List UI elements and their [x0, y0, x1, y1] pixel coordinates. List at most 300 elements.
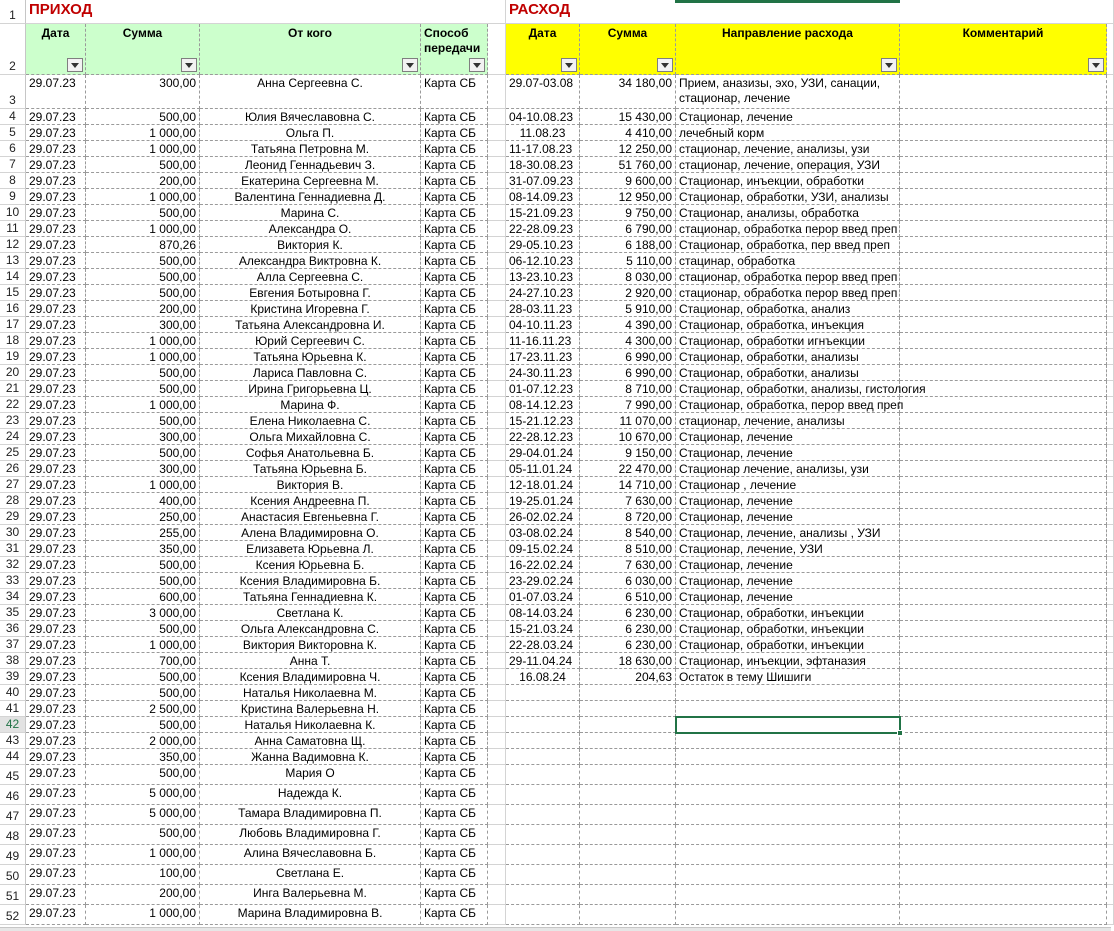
empty-cell[interactable] — [580, 685, 676, 701]
expense-cell[interactable]: стационар, лечение, анализы, узи — [676, 141, 900, 157]
income-cell[interactable]: 29.07.23 — [26, 461, 86, 477]
expense-cell[interactable] — [900, 237, 1107, 253]
row-header[interactable]: 49 — [0, 845, 26, 865]
income-cell[interactable]: Карта СБ — [421, 269, 488, 285]
row-header[interactable]: 12 — [0, 237, 26, 253]
income-cell[interactable]: Татьяна Юрьевна Б. — [200, 461, 421, 477]
expense-cell[interactable]: стацинар, обработка — [676, 253, 900, 269]
expense-cell[interactable]: 2 920,00 — [580, 285, 676, 301]
empty-cell[interactable] — [488, 381, 506, 397]
income-cell[interactable]: 500,00 — [86, 573, 200, 589]
income-cell[interactable]: Ольга Александровна С. — [200, 621, 421, 637]
empty-cell[interactable] — [506, 733, 580, 749]
expense-header-cell[interactable]: Комментарий — [900, 24, 1107, 75]
income-cell[interactable]: 500,00 — [86, 109, 200, 125]
empty-cell[interactable] — [1107, 589, 1114, 605]
expense-cell[interactable]: Стационар, обработки, УЗИ, анализы — [676, 189, 900, 205]
income-cell[interactable]: Карта СБ — [421, 733, 488, 749]
empty-cell[interactable] — [1107, 429, 1114, 445]
expense-cell[interactable]: 204,63 — [580, 669, 676, 685]
income-cell[interactable]: 700,00 — [86, 653, 200, 669]
expense-cell[interactable]: Стационар, обработка, перор введ преп — [676, 397, 900, 413]
empty-cell[interactable] — [1107, 301, 1114, 317]
income-cell[interactable]: 29.07.23 — [26, 173, 86, 189]
income-cell[interactable]: 29.07.23 — [26, 237, 86, 253]
expense-cell[interactable]: 10 670,00 — [580, 429, 676, 445]
income-cell[interactable]: Татьяна Геннадиевна К. — [200, 589, 421, 605]
income-cell[interactable]: Карта СБ — [421, 845, 488, 865]
empty-cell[interactable] — [1107, 669, 1114, 685]
income-cell[interactable]: 400,00 — [86, 493, 200, 509]
income-cell[interactable]: Карта СБ — [421, 429, 488, 445]
empty-cell[interactable] — [1107, 253, 1114, 269]
empty-cell[interactable] — [1107, 605, 1114, 621]
empty-cell[interactable] — [1107, 685, 1114, 701]
row-header[interactable]: 27 — [0, 477, 26, 493]
row-header[interactable]: 8 — [0, 173, 26, 189]
income-cell[interactable]: Карта СБ — [421, 189, 488, 205]
empty-cell[interactable] — [488, 205, 506, 221]
expense-cell[interactable]: 09-15.02.24 — [506, 541, 580, 557]
income-cell[interactable]: 29.07.23 — [26, 733, 86, 749]
expense-cell[interactable]: 04-10.08.23 — [506, 109, 580, 125]
income-cell[interactable]: Анастасия Евгеньевна Г. — [200, 509, 421, 525]
expense-cell[interactable]: Стационар, обработки, инъекции — [676, 621, 900, 637]
income-cell[interactable]: Карта СБ — [421, 685, 488, 701]
expense-cell[interactable]: 29.07-03.08 — [506, 75, 580, 109]
expense-cell[interactable]: 29-11.04.24 — [506, 653, 580, 669]
row-header[interactable]: 23 — [0, 413, 26, 429]
empty-cell[interactable] — [1107, 285, 1114, 301]
empty-cell[interactable] — [1107, 75, 1114, 109]
empty-cell[interactable] — [1107, 125, 1114, 141]
income-cell[interactable]: 29.07.23 — [26, 621, 86, 637]
expense-cell[interactable]: Стационар, лечение — [676, 109, 900, 125]
row-header[interactable]: 30 — [0, 525, 26, 541]
expense-cell[interactable]: 8 510,00 — [580, 541, 676, 557]
expense-cell[interactable] — [900, 157, 1107, 173]
expense-cell[interactable] — [900, 413, 1107, 429]
income-cell[interactable]: Алена Владимировна О. — [200, 525, 421, 541]
empty-cell[interactable] — [1107, 765, 1114, 785]
empty-cell[interactable] — [488, 109, 506, 125]
empty-cell[interactable] — [1107, 701, 1114, 717]
income-cell[interactable]: Лариса Павловна С. — [200, 365, 421, 381]
income-cell[interactable]: Карта СБ — [421, 317, 488, 333]
row-header[interactable]: 15 — [0, 285, 26, 301]
row-header[interactable]: 13 — [0, 253, 26, 269]
empty-cell[interactable] — [580, 717, 676, 733]
income-cell[interactable]: 29.07.23 — [26, 765, 86, 785]
expense-cell[interactable]: Стационар, лечение — [676, 509, 900, 525]
income-cell[interactable]: 29.07.23 — [26, 317, 86, 333]
empty-cell[interactable] — [488, 589, 506, 605]
income-cell[interactable]: 1 000,00 — [86, 333, 200, 349]
empty-cell[interactable] — [506, 825, 580, 845]
expense-cell[interactable]: Стационар, обработки, анализы — [676, 365, 900, 381]
income-cell[interactable]: Карта СБ — [421, 237, 488, 253]
expense-cell[interactable]: Стационар лечение, анализы, узи — [676, 461, 900, 477]
filter-dropdown-icon[interactable] — [469, 58, 485, 72]
expense-cell[interactable]: 16.08.24 — [506, 669, 580, 685]
expense-cell[interactable]: 08-14.09.23 — [506, 189, 580, 205]
empty-cell[interactable] — [580, 885, 676, 905]
expense-cell[interactable]: 11 070,00 — [580, 413, 676, 429]
income-cell[interactable]: Карта СБ — [421, 509, 488, 525]
empty-cell[interactable] — [506, 905, 580, 925]
empty-cell[interactable] — [1107, 397, 1114, 413]
income-cell[interactable]: Анна Сергеевна С. — [200, 75, 421, 109]
empty-cell[interactable] — [488, 173, 506, 189]
empty-cell[interactable] — [506, 749, 580, 765]
expense-cell[interactable]: стационар, обработка перор введ преп — [676, 269, 900, 285]
income-cell[interactable]: Кристина Игоревна Г. — [200, 301, 421, 317]
income-cell[interactable]: Виктория К. — [200, 237, 421, 253]
row-header[interactable]: 21 — [0, 381, 26, 397]
expense-cell[interactable]: 34 180,00 — [580, 75, 676, 109]
empty-cell[interactable] — [1107, 557, 1114, 573]
income-cell[interactable]: Ксения Владимировна Ч. — [200, 669, 421, 685]
empty-cell[interactable] — [900, 845, 1107, 865]
empty-cell[interactable] — [580, 805, 676, 825]
empty-cell[interactable] — [1107, 333, 1114, 349]
empty-cell[interactable] — [488, 525, 506, 541]
empty-cell[interactable] — [488, 733, 506, 749]
income-cell[interactable]: 1 000,00 — [86, 189, 200, 205]
row-header[interactable]: 17 — [0, 317, 26, 333]
income-cell[interactable]: Карта СБ — [421, 905, 488, 925]
income-cell[interactable]: Карта СБ — [421, 805, 488, 825]
row-header[interactable]: 28 — [0, 493, 26, 509]
income-cell[interactable]: 1 000,00 — [86, 125, 200, 141]
income-cell[interactable]: Карта СБ — [421, 477, 488, 493]
income-cell[interactable]: Карта СБ — [421, 493, 488, 509]
empty-cell[interactable] — [580, 749, 676, 765]
income-cell[interactable]: Карта СБ — [421, 381, 488, 397]
empty-cell[interactable] — [1107, 621, 1114, 637]
empty-cell[interactable] — [1107, 905, 1114, 925]
empty-cell[interactable] — [506, 885, 580, 905]
income-cell[interactable]: Валентина Геннадиевна Д. — [200, 189, 421, 205]
income-cell[interactable]: Анна Т. — [200, 653, 421, 669]
expense-cell[interactable]: 01-07.12.23 — [506, 381, 580, 397]
expense-cell[interactable] — [900, 269, 1107, 285]
empty-cell[interactable] — [900, 825, 1107, 845]
expense-cell[interactable]: Стационар, анализы, обработка — [676, 205, 900, 221]
expense-cell[interactable]: 4 410,00 — [580, 125, 676, 141]
income-cell[interactable]: 300,00 — [86, 75, 200, 109]
expense-cell[interactable]: 01-07.03.24 — [506, 589, 580, 605]
empty-cell[interactable] — [676, 733, 900, 749]
income-cell[interactable]: 500,00 — [86, 381, 200, 397]
row-header[interactable]: 38 — [0, 653, 26, 669]
empty-cell[interactable] — [488, 573, 506, 589]
empty-cell[interactable] — [506, 685, 580, 701]
row-header[interactable]: 7 — [0, 157, 26, 173]
row-header[interactable]: 44 — [0, 749, 26, 765]
income-cell[interactable]: Карта СБ — [421, 397, 488, 413]
empty-cell[interactable] — [580, 765, 676, 785]
empty-cell[interactable] — [900, 685, 1107, 701]
row-header[interactable]: 3 — [0, 75, 26, 109]
empty-cell[interactable] — [1107, 637, 1114, 653]
empty-cell[interactable] — [580, 845, 676, 865]
expense-cell[interactable] — [900, 509, 1107, 525]
row-header[interactable]: 40 — [0, 685, 26, 701]
income-cell[interactable]: 29.07.23 — [26, 493, 86, 509]
expense-cell[interactable] — [900, 605, 1107, 621]
income-cell[interactable]: Марина Ф. — [200, 397, 421, 413]
income-cell[interactable]: 29.07.23 — [26, 669, 86, 685]
row-header[interactable]: 2 — [0, 24, 26, 75]
income-cell[interactable]: 2 500,00 — [86, 701, 200, 717]
expense-cell[interactable]: 5 910,00 — [580, 301, 676, 317]
row-header[interactable]: 20 — [0, 365, 26, 381]
empty-cell[interactable] — [1107, 349, 1114, 365]
expense-cell[interactable]: Стационар, лечение, анализы , УЗИ — [676, 525, 900, 541]
income-cell[interactable]: Карта СБ — [421, 301, 488, 317]
row-header[interactable]: 52 — [0, 905, 26, 925]
income-cell[interactable]: 100,00 — [86, 865, 200, 885]
filter-dropdown-icon[interactable] — [181, 58, 197, 72]
expense-cell[interactable]: 18 630,00 — [580, 653, 676, 669]
empty-cell[interactable] — [580, 905, 676, 925]
expense-cell[interactable]: 7 630,00 — [580, 557, 676, 573]
income-cell[interactable]: 500,00 — [86, 557, 200, 573]
filter-dropdown-icon[interactable] — [402, 58, 418, 72]
empty-cell[interactable] — [1107, 109, 1114, 125]
expense-cell[interactable]: 16-22.02.24 — [506, 557, 580, 573]
empty-cell[interactable] — [900, 749, 1107, 765]
income-cell[interactable]: 29.07.23 — [26, 845, 86, 865]
row-header[interactable]: 18 — [0, 333, 26, 349]
expense-cell[interactable]: Стационар, лечение — [676, 445, 900, 461]
expense-cell[interactable]: Стационар, обработки, инъекции — [676, 637, 900, 653]
expense-cell[interactable]: Стационар, лечение — [676, 573, 900, 589]
row-header[interactable]: 4 — [0, 109, 26, 125]
empty-cell[interactable] — [488, 669, 506, 685]
income-cell[interactable]: Карта СБ — [421, 253, 488, 269]
expense-cell[interactable] — [900, 557, 1107, 573]
expense-cell[interactable]: 29-05.10.23 — [506, 237, 580, 253]
expense-cell[interactable]: 24-27.10.23 — [506, 285, 580, 301]
filter-dropdown-icon[interactable] — [657, 58, 673, 72]
empty-cell[interactable] — [676, 785, 900, 805]
expense-cell[interactable]: 19-25.01.24 — [506, 493, 580, 509]
income-cell[interactable]: Тамара Владимировна П. — [200, 805, 421, 825]
expense-cell[interactable] — [900, 301, 1107, 317]
expense-cell[interactable]: 7 630,00 — [580, 493, 676, 509]
expense-cell[interactable] — [900, 205, 1107, 221]
income-cell[interactable]: 500,00 — [86, 413, 200, 429]
expense-cell[interactable]: Стационар, обработки игнъекции — [676, 333, 900, 349]
empty-cell[interactable] — [1107, 845, 1114, 865]
expense-cell[interactable]: 13-23.10.23 — [506, 269, 580, 285]
empty-cell[interactable] — [900, 717, 1107, 733]
expense-cell[interactable]: Стационар, обработка, инъекция — [676, 317, 900, 333]
income-cell[interactable]: Карта СБ — [421, 885, 488, 905]
empty-cell[interactable] — [488, 717, 506, 733]
empty-cell[interactable] — [506, 845, 580, 865]
expense-cell[interactable]: 8 540,00 — [580, 525, 676, 541]
expense-cell[interactable] — [900, 669, 1107, 685]
income-cell[interactable]: Анна Саматовна Щ. — [200, 733, 421, 749]
income-cell[interactable]: 29.07.23 — [26, 885, 86, 905]
income-cell[interactable]: Карта СБ — [421, 141, 488, 157]
expense-cell[interactable]: 22 470,00 — [580, 461, 676, 477]
expense-cell[interactable]: 6 790,00 — [580, 221, 676, 237]
empty-cell[interactable] — [1107, 509, 1114, 525]
empty-cell[interactable] — [488, 701, 506, 717]
empty-cell[interactable] — [1107, 749, 1114, 765]
empty-cell[interactable] — [488, 445, 506, 461]
empty-cell[interactable] — [1107, 365, 1114, 381]
income-cell[interactable]: 29.07.23 — [26, 785, 86, 805]
expense-cell[interactable]: 11-17.08.23 — [506, 141, 580, 157]
expense-cell[interactable]: Стационар, лечение — [676, 493, 900, 509]
expense-cell[interactable] — [900, 429, 1107, 445]
income-cell[interactable]: 500,00 — [86, 825, 200, 845]
income-cell[interactable]: Карта СБ — [421, 333, 488, 349]
empty-cell[interactable] — [900, 905, 1107, 925]
empty-cell[interactable] — [1107, 525, 1114, 541]
empty-cell[interactable] — [1107, 413, 1114, 429]
income-cell[interactable]: 29.07.23 — [26, 573, 86, 589]
empty-cell[interactable] — [488, 285, 506, 301]
expense-cell[interactable]: 11.08.23 — [506, 125, 580, 141]
empty-cell[interactable] — [488, 237, 506, 253]
empty-cell[interactable] — [676, 749, 900, 765]
income-cell[interactable]: Виктория Викторовна К. — [200, 637, 421, 653]
income-cell[interactable]: Ирина Григорьевна Ц. — [200, 381, 421, 397]
empty-cell[interactable] — [488, 269, 506, 285]
income-cell[interactable]: Ксения Андреевна П. — [200, 493, 421, 509]
empty-cell[interactable] — [488, 75, 506, 109]
income-cell[interactable]: 29.07.23 — [26, 865, 86, 885]
income-cell[interactable]: Ксения Владимировна Б. — [200, 573, 421, 589]
income-cell[interactable]: Карта СБ — [421, 653, 488, 669]
expense-cell[interactable]: стационар, лечение, анализы — [676, 413, 900, 429]
expense-cell[interactable] — [900, 397, 1107, 413]
income-cell[interactable]: 29.07.23 — [26, 557, 86, 573]
income-cell[interactable]: 500,00 — [86, 685, 200, 701]
empty-cell[interactable] — [1107, 805, 1114, 825]
income-cell[interactable]: Карта СБ — [421, 157, 488, 173]
expense-cell[interactable]: стационар, обработка перор введ преп — [676, 221, 900, 237]
empty-cell[interactable] — [580, 785, 676, 805]
empty-cell[interactable] — [1107, 477, 1114, 493]
expense-cell[interactable]: 9 600,00 — [580, 173, 676, 189]
expense-cell[interactable] — [900, 541, 1107, 557]
empty-cell[interactable] — [676, 825, 900, 845]
empty-cell[interactable] — [488, 493, 506, 509]
income-cell[interactable]: Леонид Геннадьевич З. — [200, 157, 421, 173]
empty-cell[interactable] — [1107, 221, 1114, 237]
income-cell[interactable]: Карта СБ — [421, 621, 488, 637]
income-cell[interactable]: Светлана К. — [200, 605, 421, 621]
empty-cell[interactable] — [1107, 865, 1114, 885]
income-cell[interactable]: Карта СБ — [421, 701, 488, 717]
empty-cell[interactable] — [580, 865, 676, 885]
income-cell[interactable]: 1 000,00 — [86, 637, 200, 653]
income-cell[interactable]: 500,00 — [86, 765, 200, 785]
empty-cell[interactable] — [506, 805, 580, 825]
expense-cell[interactable]: 6 188,00 — [580, 237, 676, 253]
row-header[interactable]: 32 — [0, 557, 26, 573]
expense-cell[interactable]: 6 230,00 — [580, 637, 676, 653]
row-header[interactable]: 50 — [0, 865, 26, 885]
income-cell[interactable]: 29.07.23 — [26, 825, 86, 845]
row-header[interactable]: 47 — [0, 805, 26, 825]
cell-selection[interactable] — [675, 716, 901, 734]
expense-cell[interactable]: 15-21.03.24 — [506, 621, 580, 637]
income-cell[interactable]: Карта СБ — [421, 637, 488, 653]
empty-cell[interactable] — [488, 653, 506, 669]
expense-cell[interactable] — [900, 285, 1107, 301]
empty-cell[interactable] — [488, 765, 506, 785]
income-cell[interactable]: 300,00 — [86, 461, 200, 477]
expense-header-cell[interactable]: Дата — [506, 24, 580, 75]
income-cell[interactable]: Кристина Валерьевна Н. — [200, 701, 421, 717]
income-cell[interactable]: Карта СБ — [421, 75, 488, 109]
empty-cell[interactable] — [488, 301, 506, 317]
income-cell[interactable]: 500,00 — [86, 621, 200, 637]
income-cell[interactable]: 29.07.23 — [26, 221, 86, 237]
income-cell[interactable]: Карта СБ — [421, 445, 488, 461]
income-cell[interactable]: Карта СБ — [421, 525, 488, 541]
income-cell[interactable]: Карта СБ — [421, 717, 488, 733]
income-cell[interactable]: 500,00 — [86, 205, 200, 221]
expense-cell[interactable]: 03-08.02.24 — [506, 525, 580, 541]
income-cell[interactable]: Марина С. — [200, 205, 421, 221]
empty-cell[interactable] — [488, 333, 506, 349]
expense-cell[interactable]: 12 950,00 — [580, 189, 676, 205]
empty-cell[interactable] — [900, 701, 1107, 717]
expense-cell[interactable]: Прием, аназизы, эхо, УЗИ, санации, стационар, лечение — [676, 75, 900, 109]
income-cell[interactable]: 29.07.23 — [26, 109, 86, 125]
empty-cell[interactable] — [676, 845, 900, 865]
expense-cell[interactable]: Стационар, обработки, анализы — [676, 349, 900, 365]
expense-cell[interactable]: 08-14.03.24 — [506, 605, 580, 621]
empty-cell[interactable] — [488, 621, 506, 637]
income-cell[interactable]: 29.07.23 — [26, 429, 86, 445]
empty-cell[interactable] — [488, 605, 506, 621]
income-cell[interactable]: Карта СБ — [421, 557, 488, 573]
income-cell[interactable]: Карта СБ — [421, 349, 488, 365]
expense-cell[interactable]: 26-02.02.24 — [506, 509, 580, 525]
empty-cell[interactable] — [488, 785, 506, 805]
empty-cell[interactable] — [488, 0, 506, 24]
income-cell[interactable]: 29.07.23 — [26, 701, 86, 717]
empty-cell[interactable] — [1107, 825, 1114, 845]
expense-cell[interactable]: 15-21.09.23 — [506, 205, 580, 221]
empty-cell[interactable] — [1107, 733, 1114, 749]
row-header[interactable]: 11 — [0, 221, 26, 237]
expense-cell[interactable] — [900, 349, 1107, 365]
income-cell[interactable]: 500,00 — [86, 365, 200, 381]
income-cell[interactable]: 29.07.23 — [26, 413, 86, 429]
income-cell[interactable]: Юрий Сергеевич С. — [200, 333, 421, 349]
income-cell[interactable]: Инга Валерьевна М. — [200, 885, 421, 905]
empty-cell[interactable] — [1107, 493, 1114, 509]
filter-dropdown-icon[interactable] — [561, 58, 577, 72]
income-cell[interactable]: 29.07.23 — [26, 653, 86, 669]
income-cell[interactable]: Карта СБ — [421, 205, 488, 221]
income-cell[interactable]: Ксения Юрьевна Б. — [200, 557, 421, 573]
expense-cell[interactable]: Стационар, обработка, пер введ преп — [676, 237, 900, 253]
empty-cell[interactable] — [488, 865, 506, 885]
empty-cell[interactable] — [676, 701, 900, 717]
